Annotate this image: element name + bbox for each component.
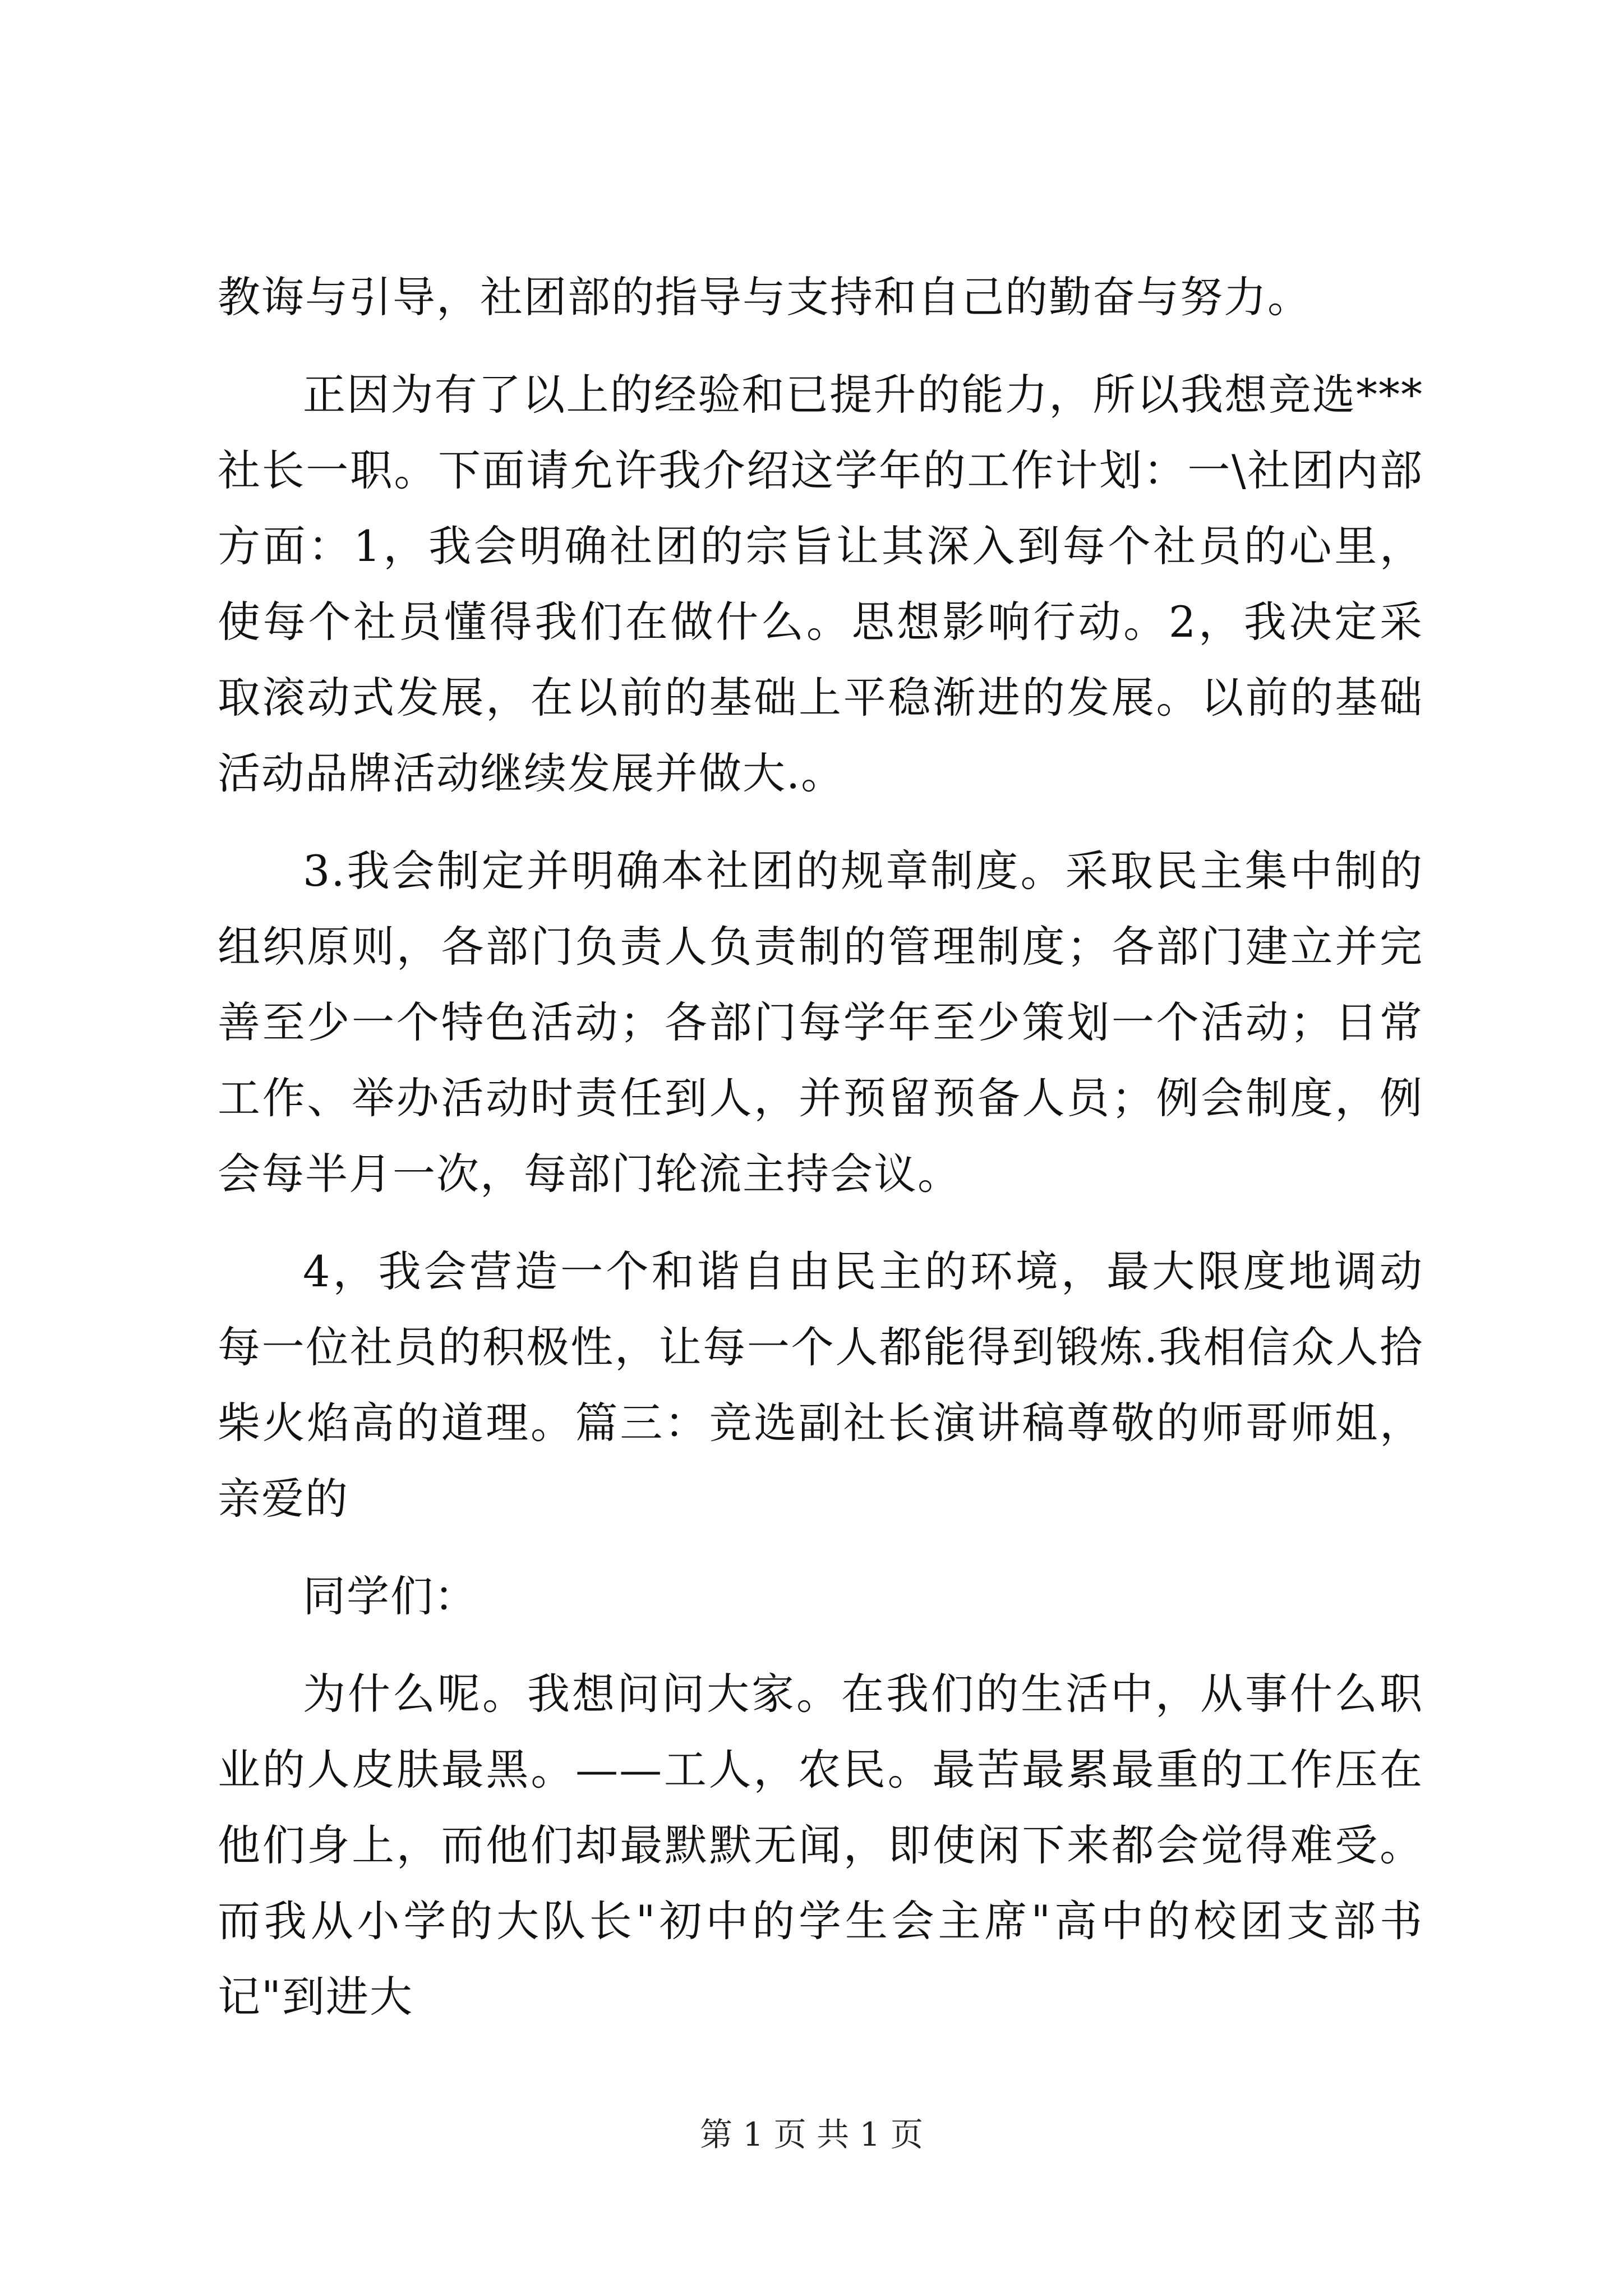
paragraph-3: 3.我会制定并明确本社团的规章制度。采取民主集中制的组织原则，各部门负责人负责制的管理制度；各部门建立并完善至少一个特色活动；各部门每学年至少策划一个活动；日常工作、举办活动时责任到人，并预留预备人员；例会制度，例会每半月一次，每部门轮流主持会议。 bbox=[218, 846, 1423, 1199]
paragraph-4: 4，我会营造一个和谐自由民主的环境，最大限度地调动每一位社员的积极性，让每一个人都能得到锻炼.我相信众人拾柴火焰高的道理。篇三：竞选副社长演讲稿尊敬的师哥师姐，亲爱的 bbox=[218, 1246, 1423, 1524]
paragraph-6: 为什么呢。我想问问大家。在我们的生活中，从事什么职业的人皮肤最黑。——工人，农民。最苦最累最重的工作压在他们身上，而他们却最默默无闻，即使闲下来都会觉得难受。而我从小学的大队长"初中的学生会主席"高中的校团支部书记"到进大 bbox=[218, 1669, 1423, 2022]
page-footer: 第 1 页 共 1 页 bbox=[700, 2115, 923, 2154]
paragraph-1: 教诲与引导，社团部的指导与支持和自己的勤奋与努力。 bbox=[218, 272, 1311, 322]
document-body bbox=[218, 259, 1423, 2056]
paragraph-2: 正因为有了以上的经验和已提升的能力，所以我想竞选***社长一职。下面请允许我介绍这学年的工作计划：一\社团内部方面：1，我会明确社团的宗旨让其深入到每个社员的心里，使每个社员懂得我们在做什么。思想影响行动。2，我决定采取滚动式发展，在以前的基础上平稳渐进的发展。以前的基础活动品牌活动继续发展并做大.。 bbox=[218, 370, 1423, 798]
paragraph-5: 同学们： bbox=[303, 1571, 478, 1621]
